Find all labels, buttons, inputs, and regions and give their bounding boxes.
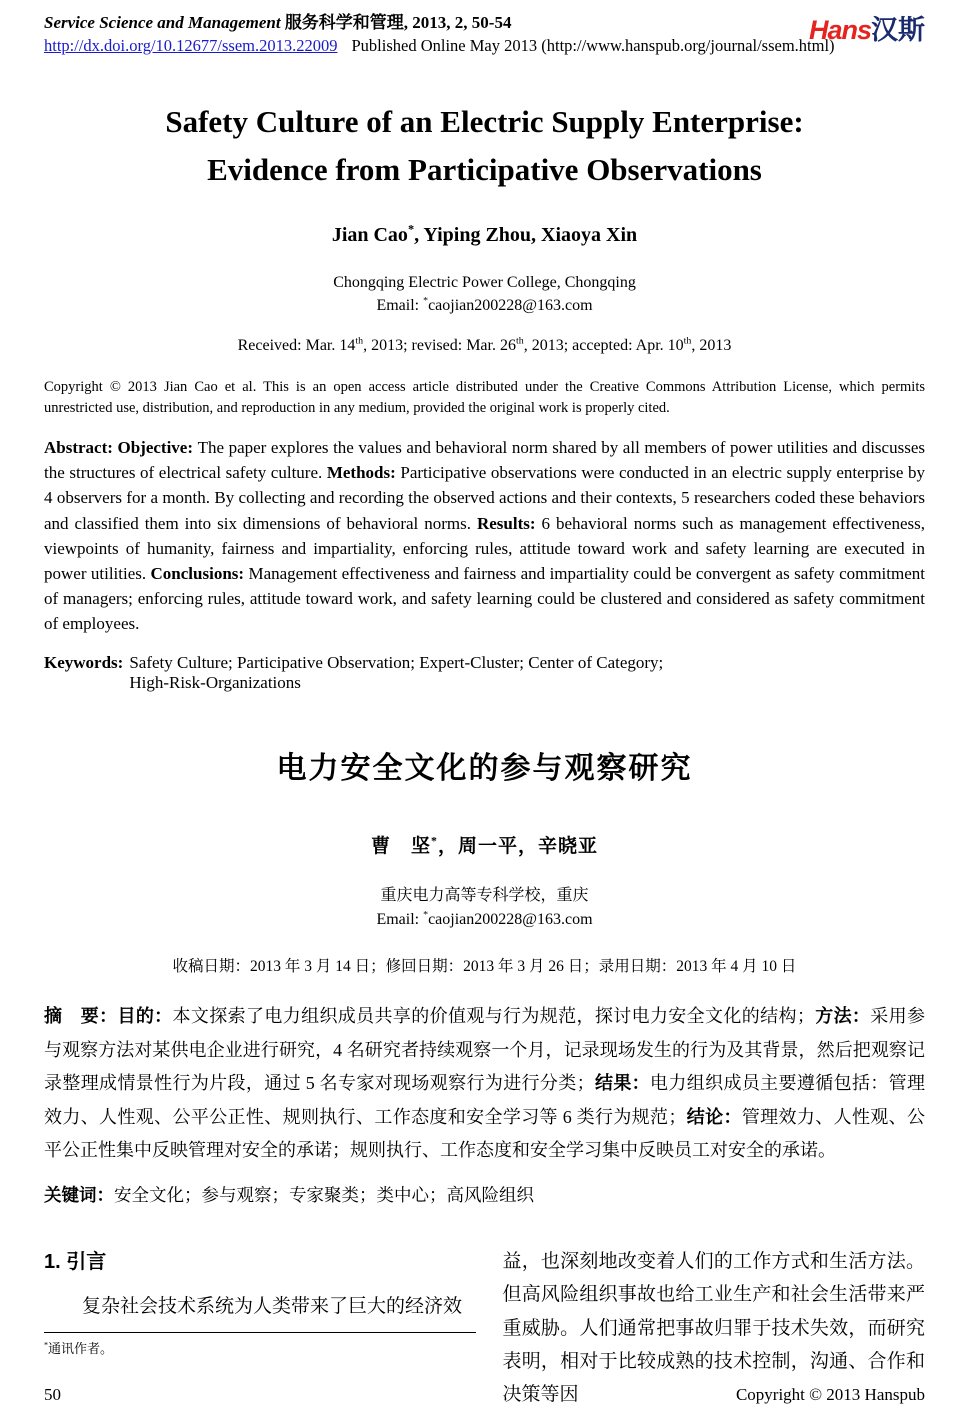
chinese-authors-line: 曹 坚*，周一平，辛晓亚 (371, 834, 598, 858)
email-line: Email: *caojian200228@163.com (376, 295, 593, 315)
journal-title-line (44, 8, 925, 33)
corresponding-author-footnote: *通讯作者。 (44, 1340, 114, 1356)
journal-name: Service Science and Management (44, 13, 281, 32)
hanspub-logo (809, 8, 925, 47)
chinese-keywords-label: 关键词： (44, 1184, 114, 1205)
journal-header (44, 8, 925, 56)
section-1-heading: 1. 引言 (44, 1250, 107, 1273)
chinese-title: 电力安全文化的参与观察研究 (276, 752, 693, 786)
chinese-email-line: Email: *caojian200228@163.com (376, 909, 593, 929)
doi-line (44, 36, 925, 56)
hanspub-logo-cjk: 汉斯 (871, 15, 925, 45)
footer-copyright: Copyright © 2013 Hanspub (735, 1385, 925, 1404)
chinese-affiliation-block (44, 884, 925, 932)
received-dates-line: Received: Mar. 14th, 2013; revised: Mar. 26th, 2013; accepted: Apr. 10th, 2013 (237, 336, 732, 355)
paper-title (44, 98, 925, 194)
hanspub-logo-latin: Hans (808, 15, 871, 45)
doi-link[interactable]: http://dx.doi.org/10.12677/ssem.2013.22009 (44, 36, 338, 55)
paper-title-line1: Safety Culture of an Electric Supply Enterprise: (165, 104, 804, 139)
copyright-notice: Copyright © 2013 Jian Cao et al. This is an open access article distributed under the Creative Commons Attribution License, which permits unrestricted use, distribution, and reproduction in any medium, provided the original work is properly cited. (44, 379, 925, 416)
footnote-block (44, 1332, 476, 1357)
paper-title-line2: Evidence from Participative Observations (207, 152, 762, 188)
section-1-right-paragraph: 益，也深刻地改变着人们的工作方式和生活方法。但高风险组织事故也给工业生产和社会生活带来严重威胁。人们通常把事故归罪于技术失效，而研究表明，相对于比较成熟的技术控制，沟通、合作和决策等因 (502, 1250, 925, 1406)
chinese-keywords-text: 安全文化；参与观察；专家聚类；类中心；高风险组织 (114, 1184, 534, 1205)
authors-line: Jian Cao*, Yiping Zhou, Xiaoya Xin (331, 222, 638, 247)
abstract-paragraph: Abstract: Objective: The paper explores the values and behavioral norm shared by all members of power utilities and discusses the structures of electrical safety culture. Methods: Participative observations were conducted in an electric supply enterprise by 4 observers for a month. By collecting and recording the observed actions and their contexts, 5 researchers coded these behaviors and classified them into six dimensions of behavioral norms. Results: 6 behavioral norms such as management effectiveness, viewpoints of humanity, fairness and impartiality, enforcing rules, attitude toward work and safety learning are executed in power utilities. Conclusions: Management effectiveness and fairness and impartiality could be convergent as safety commitment of managers; enforcing rules, attitude toward work, and safety learning could be clustered and considered as safety commitment of employees. (44, 438, 925, 634)
chinese-keywords-block (44, 1182, 925, 1207)
keywords-text (129, 653, 663, 693)
keywords-line1: Safety Culture; Participative Observation; Expert-Cluster; Center of Category; (129, 653, 664, 673)
keywords-label: Keywords: (44, 653, 124, 673)
footnote-divider (44, 1332, 476, 1333)
page-footer (44, 1385, 925, 1405)
page-number: 50 (44, 1385, 61, 1404)
affiliation: Chongqing Electric Power College, Chongqing (333, 274, 636, 292)
keywords-line2: High-Risk-Organizations (129, 673, 301, 693)
chinese-abstract-paragraph: 摘 要：目的：本文探索了电力组织成员共享的价值观与行为规范，探讨电力安全文化的结构；方法：采用参与观察方法对某供电企业进行研究，4 名研究者持续观察一个月，记录现场发生的行为及其背景，然后把观察记录整理成情景性行为片段，通过 5 名专家对现场观察行为进行分类；结果：电力组织成员主要遵循包括：管理效力、人性观、公平公正性、规则执行、工作态度和安全学习等 6 类行为规范；结论：管理效力、人性观、公平公正性集中反映管理对安全的承诺；规则执行、工作态度和安全学习集中反映员工对安全的承诺。 (44, 1006, 926, 1161)
published-online-info: Published Online May 2013 (http://www.hanspub.org/journal/ssem.html) (351, 36, 835, 55)
chinese-dates-line: 收稿日期：2013 年 3 月 14 日；修回日期：2013 年 3 月 26 日；录用日期：2013 年 4 月 10 日 (172, 958, 797, 976)
journal-issue-info: 服务科学和管理, 2013, 2, 50-54 (284, 13, 512, 32)
keywords-block (44, 653, 925, 693)
section-1-left-paragraph: 复杂社会技术系统为人类带来了巨大的经济效 (82, 1295, 463, 1317)
affiliation-block (44, 271, 925, 317)
chinese-affiliation: 重庆电力高等专科学校，重庆 (380, 887, 589, 905)
